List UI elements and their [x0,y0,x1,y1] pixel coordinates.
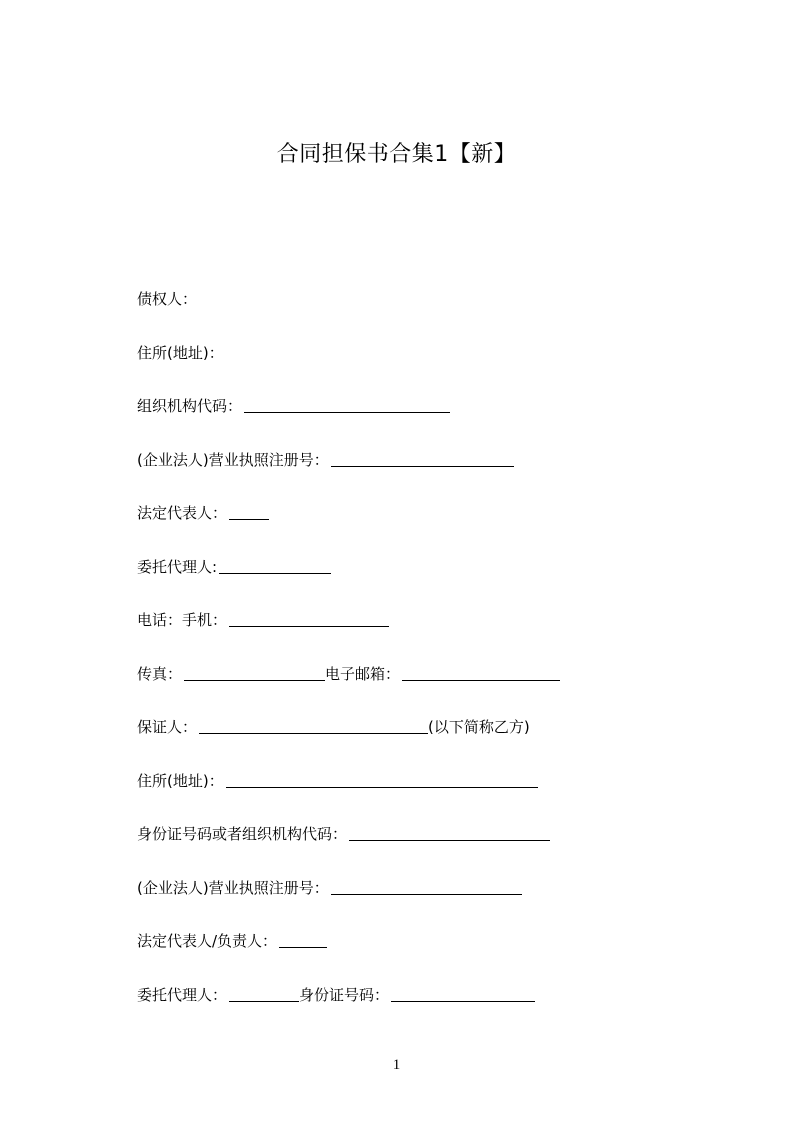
line-label: 法定代表人： [137,504,228,522]
blank-field [244,398,450,413]
page-number: 1 [392,1057,401,1073]
line-label: 电话：手机： [137,611,228,629]
blank-field [229,505,269,520]
blank-field [331,452,514,467]
line-label: (企业法人)营业执照注册号： [137,450,329,469]
line-creditor-phone [137,594,737,648]
line-label: 住所(地址)： [137,771,224,790]
creditor-guarantor-info [137,273,737,1022]
blank-field [229,612,389,627]
line-guarantor [137,701,737,755]
line-creditor-fax-email [137,648,737,702]
line-guarantor-legal-rep [137,915,737,969]
line-creditor-agent [137,541,737,595]
line-label-id-number: 身份证号码： [299,985,390,1004]
line-label: 法定代表人/负责人： [137,932,278,950]
line-creditor-legal-rep [137,487,737,541]
blank-field [199,719,428,734]
line-guarantor-license-number [137,862,737,916]
line-label: 委托代理人： [137,985,228,1004]
document-title: 合同担保书合集1【新】 [276,142,517,167]
blank-field [226,773,538,788]
line-label: 保证人： [137,718,198,736]
line-guarantor-id-or-org-code [137,808,737,862]
line-guarantor-agent-id [137,969,737,1023]
line-label: 传真： [137,664,183,683]
blank-field [229,987,299,1002]
blank-field [331,880,522,895]
blank-field [184,666,325,681]
line-label-email: 电子邮箱： [325,664,401,683]
line-creditor-address [137,327,737,381]
line-creditor-license-number [137,434,737,488]
blank-field [219,559,331,574]
line-label: (企业法人)营业执照注册号： [137,878,329,897]
line-creditor [137,273,737,327]
blank-field [402,666,560,681]
line-label: 住所(地址)： [137,343,224,362]
line-guarantor-address [137,755,737,809]
line-label: 组织机构代码： [137,397,243,415]
line-creditor-org-code [137,380,737,434]
blank-field [391,987,535,1002]
blank-field [279,933,327,948]
line-suffix: (以下简称乙方) [428,718,530,736]
blank-field [349,826,550,841]
line-label: 债权人： [137,290,198,308]
line-label: 身份证号码或者组织机构代码： [137,825,348,843]
line-label: 委托代理人: [137,557,218,576]
